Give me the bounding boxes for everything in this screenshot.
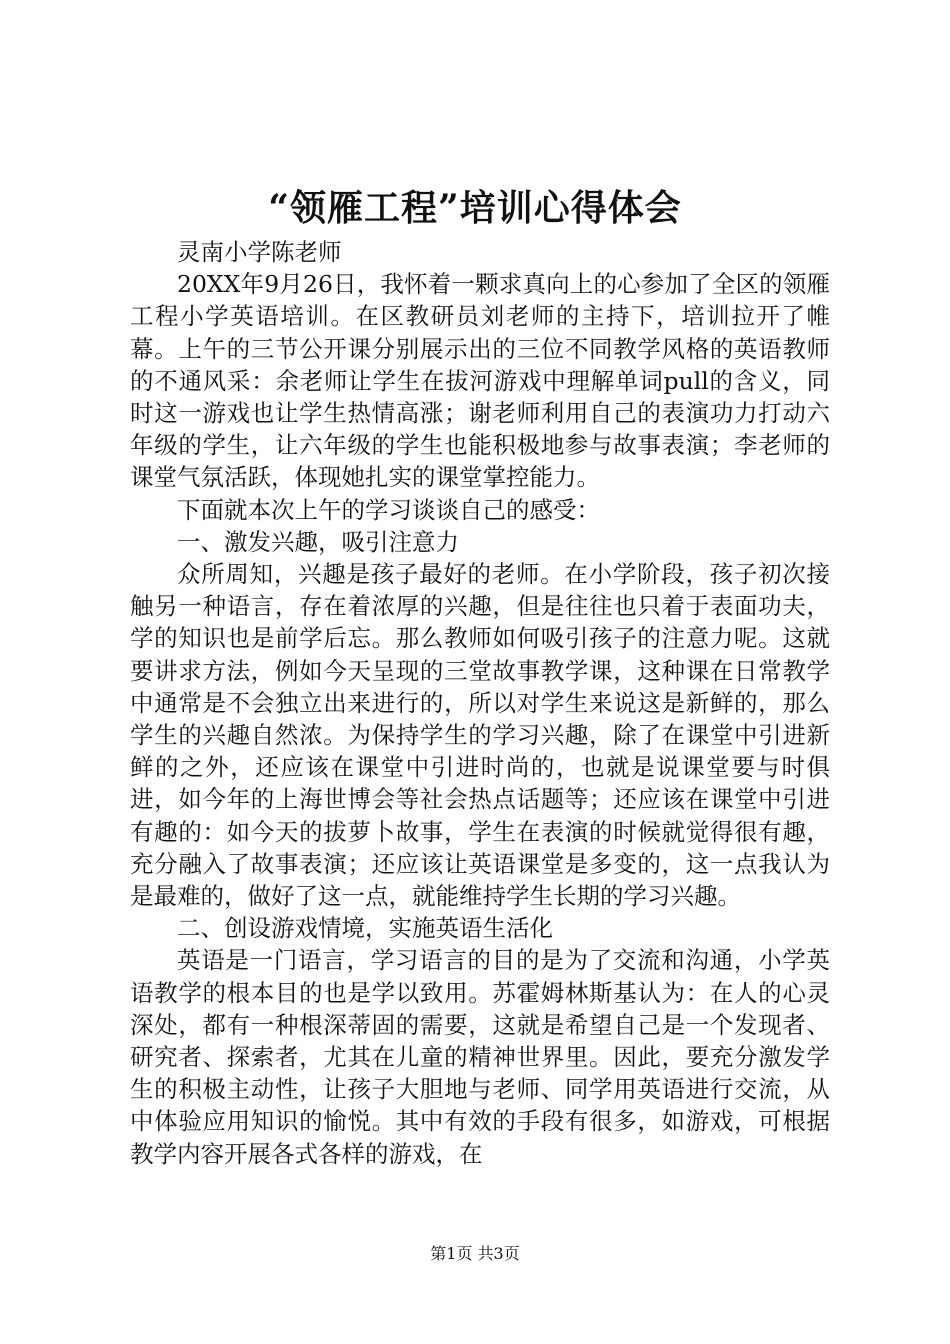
section-heading-1: 一、激发兴趣，吸引注意力	[177, 527, 459, 556]
transition-paragraph: 下面就本次上午的学习谈谈自己的感受：	[177, 495, 600, 524]
intro-paragraph: 20XX年9月26日，我怀着一颗求真向上的心参加了全区的领雁工程小学英语培训。在区教研员刘老师的主持下，培训拉开了帷幕。上午的三节公开课分别展示出的三位不同教学风格的英语教师的不通风采：余老师让学生在拔河游戏中理解单词pull的含义，同时这一游戏也让学生热情高涨；谢老师利用自己的表演功力打动六年级的学生，让六年级的学生也能积极地参与故事表演；李老师的课堂气氛活跃，体现她扎实的课堂掌控能力。	[130, 270, 830, 492]
section-1-paragraph: 众所周知，兴趣是孩子最好的老师。在小学阶段，孩子初次接触另一种语言，存在着浓厚的兴趣，但是往往也只着于表面功夫，学的知识也是前学后忘。那么教师如何吸引孩子的注意力呢。这就要讲求方法，例如今天呈现的三堂故事教学课，这种课在日常教学中通常是不会独立出来进行的，所以对学生来说这是新鲜的，那么学生的兴趣自然浓。为保持学生的学习兴趣，除了在课堂中引进新鲜的之外，还应该在课堂中引进时尚的，也就是说课堂要与时俱进，如今年的上海世博会等社会热点话题等；还应该在课堂中引进有趣的：如今天的拔萝卜故事，学生在表演的时候就觉得很有趣，充分融入了故事表演；还应该让英语课堂是多变的，这一点我认为是最难的，做好了这一点，就能维持学生长期的学习兴趣。	[130, 560, 830, 911]
section-heading-2: 二、创设游戏情境，实施英语生活化	[177, 914, 553, 943]
page-footer: 第1页 共3页	[430, 1244, 520, 1263]
document-title: “领雁工程”培训心得体会	[268, 187, 682, 229]
author-line: 灵南小学陈老师	[177, 238, 342, 266]
section-2-paragraph: 英语是一门语言，学习语言的目的是为了交流和沟通，小学英语教学的根本目的也是学以致用。苏霍姆林斯基认为：在人的心灵深处，都有一种根深蒂固的需要，这就是希望自己是一个发现者、研究者、探索者，尤其在儿童的精神世界里。因此，要充分激发学生的积极主动性，让孩子大胆地与老师、同学用英语进行交流，从中体验应用知识的愉悦。其中有效的手段有很多，如游戏，可根据教学内容开展各式各样的游戏，在	[130, 946, 830, 1168]
document-body	[130, 236, 830, 1170]
